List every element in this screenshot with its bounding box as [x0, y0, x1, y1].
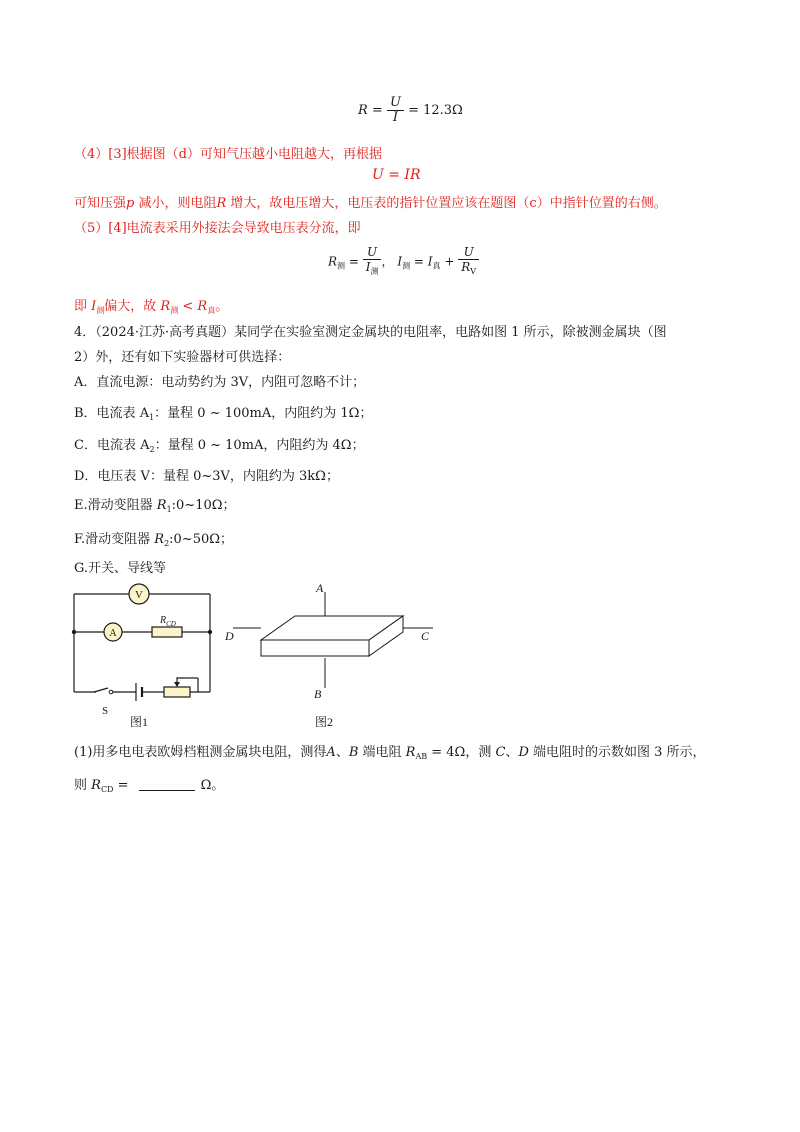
- label-d: D: [225, 629, 234, 643]
- option-d: D．电压表 V：量程 0~3V，内阻约为 3kΩ；: [74, 469, 339, 484]
- figure-1-circuit: [66, 580, 226, 730]
- answer-part5-line1: （5）[4]电流表采用外接法会导致电压表分流，即: [74, 221, 361, 236]
- answer-blank[interactable]: [139, 778, 195, 791]
- option-e: E.滑动变阻器 $R_1:0\sim 10\Omega$；: [74, 498, 236, 514]
- svg-text:A: A: [109, 628, 117, 639]
- answer-part4-equation: U = IR: [372, 167, 421, 183]
- option-a: A．直流电源：电动势约为 3V，内阻可忽略不计；: [74, 375, 366, 390]
- label-b: B: [314, 687, 322, 701]
- subquestion-1-line1: (1)用多电电表欧姆档粗测金属块电阻，测得A、B 端电阻 $R_{AB} = 4\Omega$，测 C、D 端电阻时的示数如图 3 所示，: [74, 745, 706, 761]
- voltmeter-icon: [129, 584, 149, 604]
- answer-part4-line1: （4）[3]根据图（d）可知气压越小电阻越大，再根据: [74, 147, 383, 162]
- battery-icon: [136, 683, 142, 701]
- option-g: G.开关、导线等: [74, 561, 167, 576]
- label-a: A: [316, 581, 324, 595]
- answer-part5-formula: $R_测$ = $\frac{U}{I_测}$ ， $I_测 = I_真$ + $\frac{U}{R_V}$: [328, 245, 479, 279]
- svg-text:V: V: [135, 589, 143, 601]
- formula-r-equals: R = $\frac{U}{I}$ = 12.3Ω: [358, 95, 463, 125]
- option-f: F.滑动变阻器 $R_2:0\sim 50\Omega$；: [74, 532, 234, 548]
- switch-label: S: [102, 705, 109, 717]
- resistor-icon: [152, 627, 182, 637]
- subquestion-1-line2: 则 $R_{CD} = \Omega$。: [74, 778, 225, 794]
- switch-icon: [109, 690, 113, 694]
- figure-2-caption: 图2: [315, 715, 334, 729]
- option-b: B．电流表 $A_1$：量程 0 ~ 100mA，内阻约为 1Ω；: [74, 406, 373, 422]
- answer-part4-line2: 可知压强p 减小，则电阻R 增大，故电压增大，电压表的指针位置应该在题图（c）中指针位置的右侧。: [74, 196, 667, 211]
- figure-1-caption: 图1: [130, 715, 149, 729]
- rheostat-icon: [164, 687, 190, 697]
- fraction: $\frac{U}{I}$: [387, 96, 404, 125]
- answer-conclusion: 即 $I_测$偏大，故 $R_测 < R_真$。: [74, 299, 229, 315]
- label-c: C: [421, 629, 430, 643]
- question-line1: 4．（2024·江苏·高考真题）某同学在实验室测定金属块的电阻率，电路如图 1 所示，除被测金属块（图: [74, 325, 667, 340]
- question-line2: 2）外，还有如下实验器材可供选择：: [74, 350, 291, 365]
- option-c: C．电流表 $A_2$：量程 0 ~ 10mA，内阻约为 4Ω；: [74, 438, 365, 454]
- resistor-label: $R_{CD}$: [160, 615, 176, 628]
- figure-2-block: [225, 578, 440, 730]
- ammeter-icon: [104, 623, 122, 641]
